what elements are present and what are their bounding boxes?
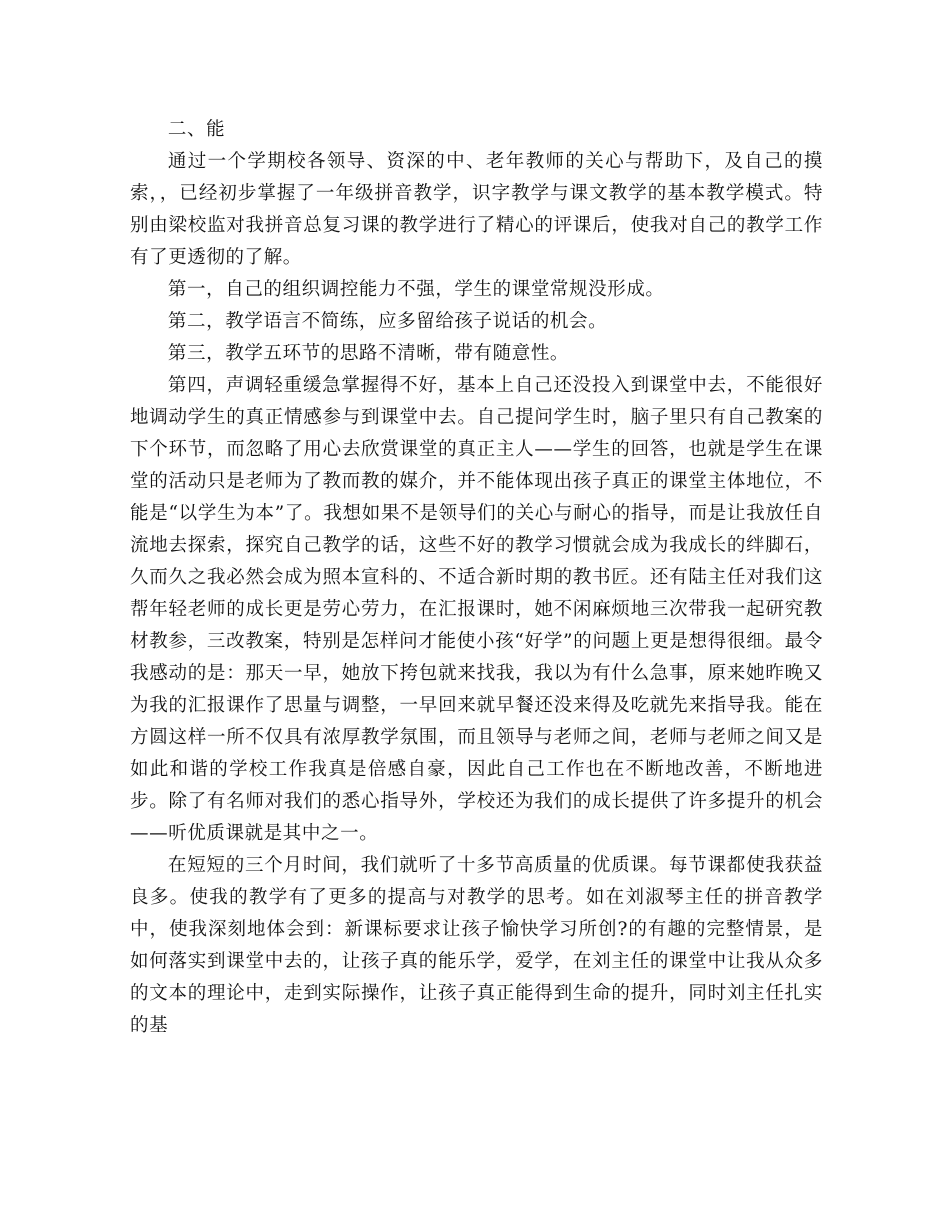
document-body	[130, 114, 823, 1042]
paragraph-point-4: 第四，声调轻重缓急掌握得不好，基本上自己还没投入到课堂中去，不能很好地调动学生的真正情感参与到课堂中去。自己提问学生时，脑子里只有自己教案的下个环节，而忽略了用心去欣赏课堂的真正主人——学生的回答，也就是学生在课堂的活动只是老师为了教而教的媒介，并不能体现出孩子真正的课堂主体地位，不能是“以学生为本”了。我想如果不是领导们的关心与耐心的指导，而是让我放任自流地去探索，探究自己教学的话，这些不好的教学习惯就会成为我成长的绊脚石，久而久之我必然会成为照本宣科的、不适合新时期的教书匠。还有陆主任对我们这帮年轻老师的成长更是劳心劳力，在汇报课时，她不闲麻烦地三次带我一起研究教材教参，三改教案，特别是怎样问才能使小孩“好学”的问题上更是想得很细。最令我感动的是：那天一早，她放下挎包就来找我，我以为有什么急事，原来她昨晚又为我的汇报课作了思量与调整，一早回来就早餐还没来得及吃就先来指导我。能在方圆这样一所不仅具有浓厚教学氛围，而且领导与老师之间，老师与老师之间又是如此和谐的学校工作我真是倍感自豪，因此自己工作也在不断地改善，不断地进步。除了有名师对我们的悉心指导外，学校还为我们的成长提供了许多提升的机会——听优质课就是其中之一。	[130, 375, 823, 844]
paragraph-point-1: 第一，自己的组织调控能力不强，学生的课堂常规没形成。	[167, 279, 665, 300]
paragraph-quality-lessons: 在短短的三个月时间，我们就听了十多节高质量的优质课。每节课都使我获益良多。使我的教学有了更多的提高与对教学的思考。如在刘淑琴主任的拼音教学中，使我深刻地体会到：新课标要求让孩子愉快学习所创?的有趣的完整情景，是如何落实到课堂中去的，让孩子真的能乐学，爱学，在刘主任的课堂中让我从众多的文本的理论中，走到实际操作，让孩子真正能得到生命的提升，同时刘主任扎实的基	[130, 855, 823, 1036]
paragraph-intro: 通过一个学期校各领导、资深的中、老年教师的关心与帮助下，及自己的摸索，，已经初步掌握了一年级拼音教学，识字教学与课文教学的基本教学模式。特别由梁校监对我拼音总复习课的教学进行了精心的评课后，使我对自己的教学工作有了更透彻的了解。	[130, 151, 823, 268]
section-heading: 二、能	[167, 119, 226, 140]
paragraph-point-2: 第二，教学语言不简练，应多留给孩子说话的机会。	[167, 311, 608, 332]
paragraph-point-3: 第三，教学五环节的思路不清晰，带有随意性。	[167, 343, 570, 364]
